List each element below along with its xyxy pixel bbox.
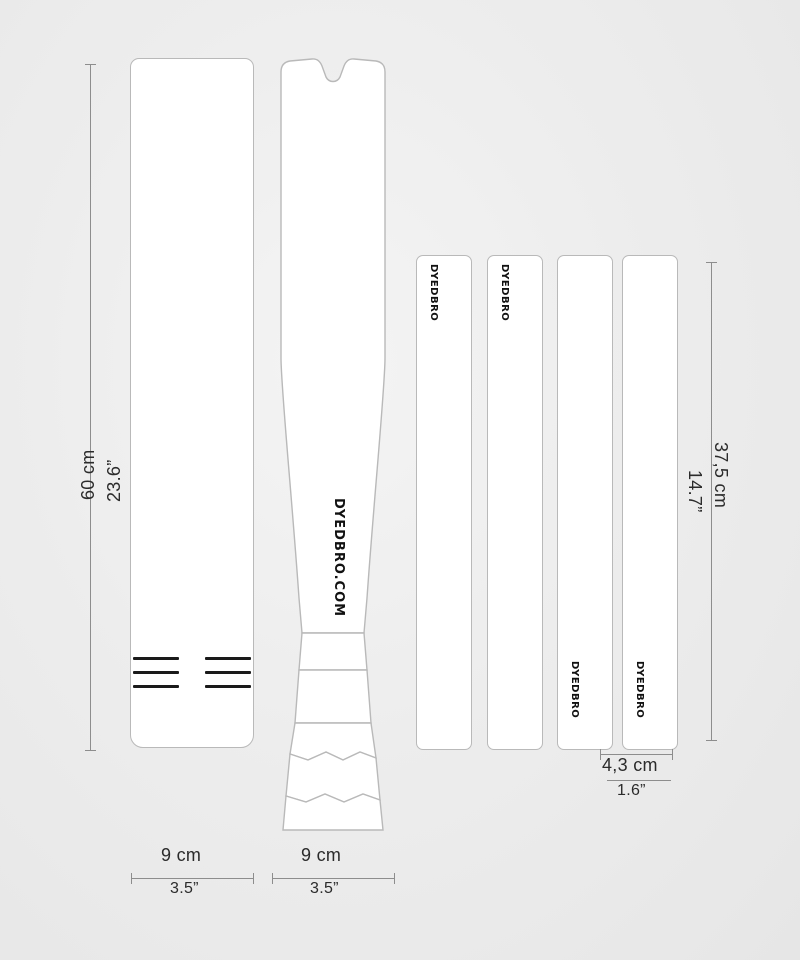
strip-width-tick-right [672,749,673,760]
piece-a-width-cm-label: 9 cm [161,845,202,865]
slot-left-2 [133,671,179,674]
brand-label-strip-1: DYEDBRO [428,264,439,322]
piece-b-width-in-label: 3.5” [310,880,339,897]
down-tube-protector-tapered [268,58,398,838]
piece-b-width-tick-left [272,873,273,884]
brand-label-strip-2: DYEDBRO [499,264,510,322]
chainstay-strip-4 [622,255,678,750]
left-height-in-label: 23.6” [104,459,124,502]
slot-right-1 [205,657,251,660]
strip-width-cm-label: 4,3 cm [602,755,658,775]
right-dimension-tick-bottom [706,740,717,741]
left-dimension-tick-bottom [85,750,96,751]
right-height-cm-label: 37,5 cm [711,442,731,509]
down-tube-protector-left [130,58,254,748]
piece-a-width-tick-right [253,873,254,884]
slot-right-3 [205,685,251,688]
chainstay-strip-2 [487,255,543,750]
right-height-in-label: 14.7” [685,470,705,513]
right-dimension-tick-top [706,262,717,263]
left-dimension-line [90,64,91,750]
piece-a-width-line [131,878,253,879]
piece-a-width-in-label: 3.5” [170,880,199,897]
brand-label-tapered: DYEDBRO.COM [331,498,346,618]
tapered-protector-outline [268,58,398,838]
piece-a-width-tick-left [131,873,132,884]
chainstay-strip-1 [416,255,472,750]
strip-width-tick-left [600,749,601,760]
chainstay-strip-3 [557,255,613,750]
brand-label-strip-4: DYEDBRO [634,661,645,719]
left-height-cm-label: 60 cm [78,449,98,500]
slot-left-3 [133,685,179,688]
piece-b-width-cm-label: 9 cm [301,845,342,865]
left-dimension-tick-top [85,64,96,65]
piece-b-width-line [272,878,394,879]
piece-b-width-tick-right [394,873,395,884]
strip-width-in-label: 1.6” [617,782,646,799]
strip-width-underline [607,780,671,781]
brand-label-strip-3: DYEDBRO [569,661,580,719]
slot-left-1 [133,657,179,660]
slot-right-2 [205,671,251,674]
